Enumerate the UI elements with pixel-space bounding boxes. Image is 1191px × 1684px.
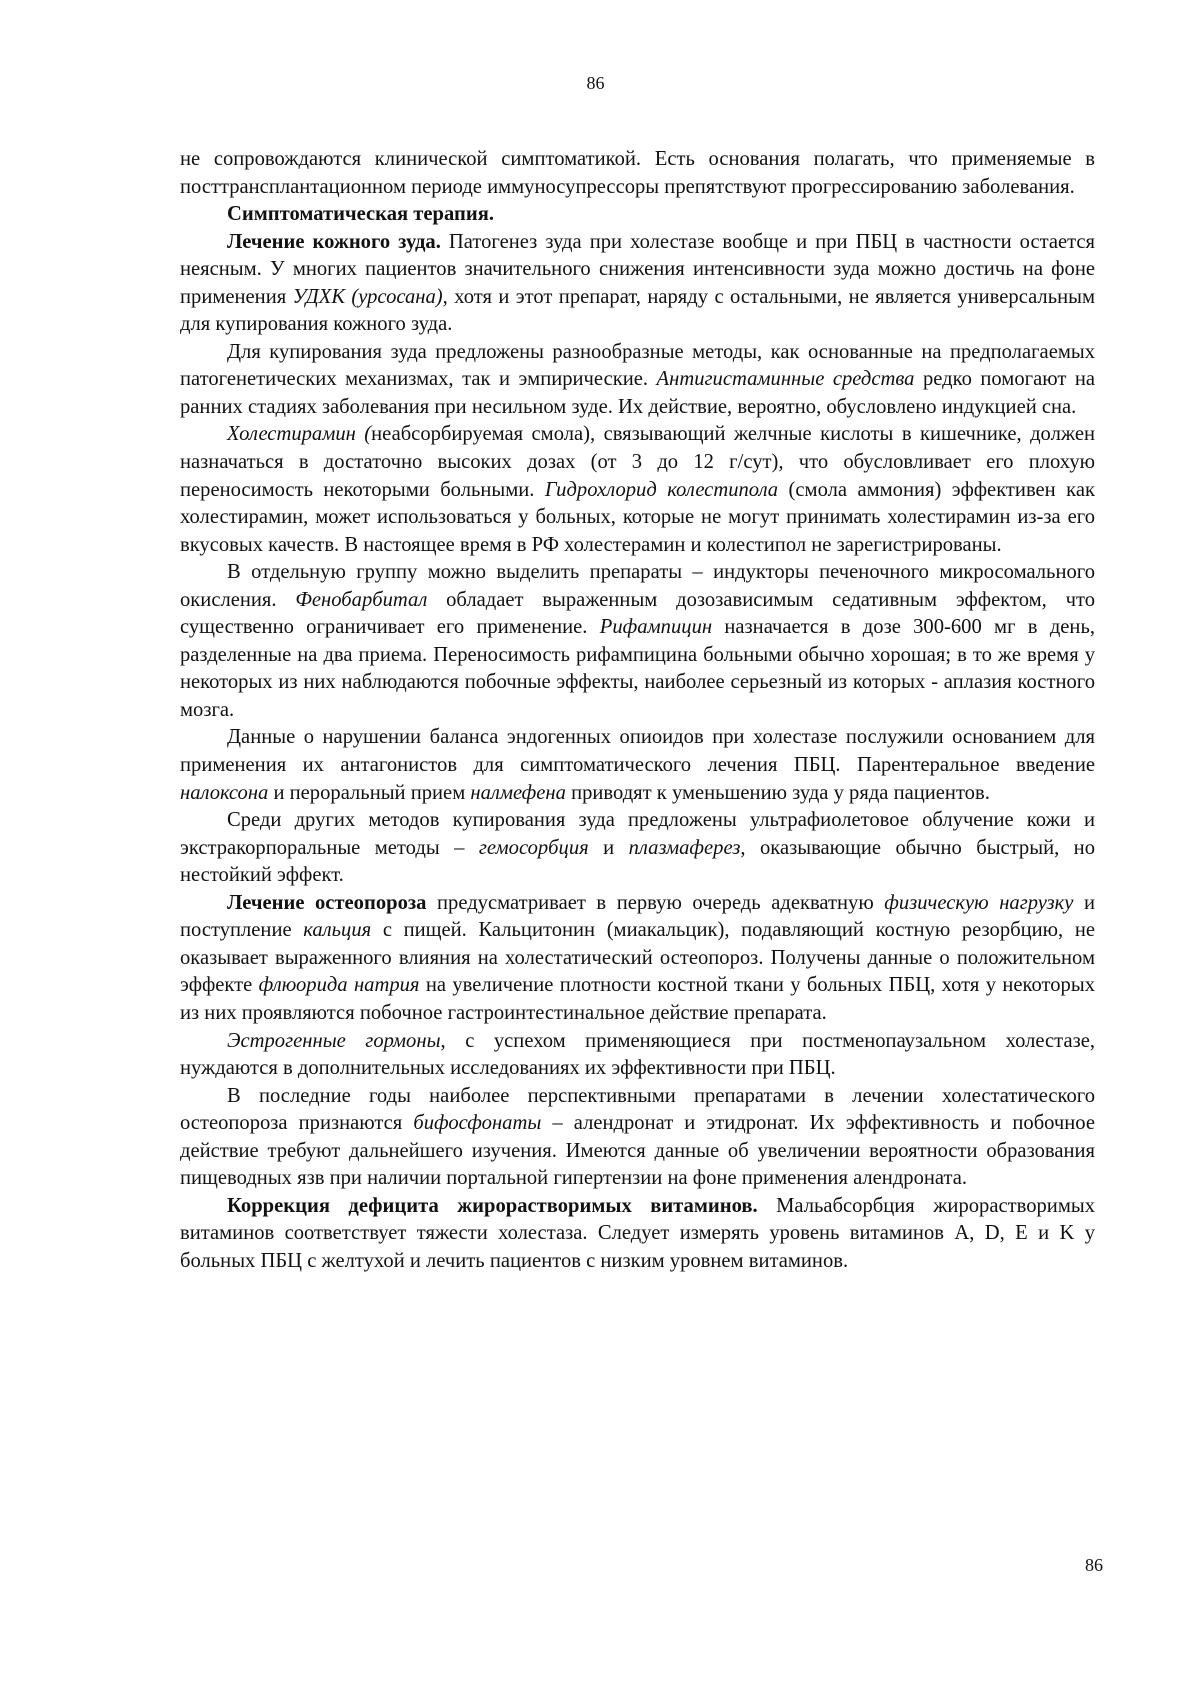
paragraph-osteoporosis	[180, 890, 1095, 1028]
text-run: и пероральный прием	[268, 781, 471, 804]
drug-name: Рифампицин	[599, 616, 713, 639]
paragraph-vitamin-deficiency	[180, 1193, 1095, 1276]
page-number-top: 86	[586, 73, 605, 93]
text-run: приводят к уменьшению зуда у ряда пациентов.	[565, 781, 990, 804]
drug-name: Эстрогенные гормоны	[227, 1029, 441, 1052]
text-run: и поступление	[180, 891, 1096, 942]
paragraph-other-methods	[180, 807, 1095, 890]
method-name: плазмаферез	[628, 836, 741, 859]
text-run: с пищей. Кальцитонин (миакальцик), подавляющий костную резорбцию, не оказывает выраженного влияния на холестатический остеопороз. Получены данные о положительном эффекте	[180, 919, 1095, 997]
text-run: (смола аммония) эффективен как холестирамин, может использоваться у больных, которые не могут принимать холестирамин из-за его вкусовых качеств. В настоящее время в РФ холестерамин и колестипол не зарегистрированы.	[180, 478, 1095, 556]
emphasis: кальция	[303, 919, 372, 942]
drug-name: Фенобарбитал	[295, 588, 428, 611]
text-run: , с успехом применяющиеся при постменопаузальном холестазе, нуждаются в дополнительных исследованиях их эффективности при ПБЦ.	[180, 1029, 1096, 1080]
subheading-osteoporosis: Лечение остеопороза	[227, 891, 427, 914]
text-run: Среди других методов купирования зуда предложены ультрафиолетовое облучение кожи и экстракорпоральные методы –	[180, 809, 1095, 859]
paragraph-bisphosphonates	[180, 1083, 1095, 1193]
subheading-vitamin-deficiency: Коррекция дефицита жирорастворимых витаминов.	[227, 1194, 758, 1217]
text-run: Патогенез зуда при холестазе вообще и при ПБЦ в частности остается неясным. У многих пациентов значительного снижения интенсивности зуда можно достичь на фоне применения	[180, 230, 1095, 308]
method-name: гемосорбция	[478, 836, 589, 859]
text-run: , оказывающие обычно быстрый, но нестойкий эффект.	[180, 836, 1095, 887]
drug-name: Гидрохлорид колестипола	[544, 478, 779, 501]
text-run: Мальабсорбция жирорастворимых витаминов соответствует тяжести холестаза. Следует измерять уровень витаминов A, D, E и K у больных ПБЦ с желтухой и лечить пациентов с низким уровнем витаминов.	[180, 1194, 1095, 1272]
text-run: Для купирования зуда предложены разнообразные методы, как основанные на предполагаемых патогенетических механизмах, так и эмпирические.	[180, 340, 1095, 391]
subheading-itch-treatment: Лечение кожного зуда.	[227, 230, 441, 253]
text-run: назначается в дозе 300-600 мг в день, разделенные на два приема. Переносимость рифампицина больными обычно хорошая; в то же время у некоторых из них наблюдаются побочные эффекты, наиболее серьезный из которых - аплазия костного мозга.	[180, 616, 1095, 721]
text-run: – алендронат и этидронат. Их эффективность и побочное действие требуют дальнейшего изучения. Имеются данные об увеличении вероятности образования пищеводных язв при наличии портальной гипертензии на фоне применения алендроната.	[180, 1112, 1095, 1190]
drug-name: налмефена	[470, 781, 566, 804]
text-run: и	[588, 836, 629, 859]
text-run: В отдельную группу можно выделить препараты – индукторы печеночного микросомального окисления.	[180, 561, 1095, 611]
text-run: , хотя и этот препарат, наряду с остальными, не является универсальным для купирования кожного зуда.	[180, 285, 1095, 336]
page-number-bottom: 86	[1085, 1555, 1103, 1575]
text-run: редко помогают на ранних стадиях заболевания при несильном зуде. Их действие, вероятно, обусловлено индукцией сна.	[180, 368, 1095, 418]
drug-name: бифосфонаты	[413, 1112, 542, 1135]
text-run: В последние годы наиболее перспективными препаратами в лечении холестатического остеопороза признаются	[180, 1084, 1095, 1135]
text-run: неабсорбируемая смола), связывающий желчные кислоты в кишечнике, должен назначаться в достаточно высоких дозах (от 3 до 12 г/сут), что обусловливает его плохую переносимость некоторыми больными.	[180, 423, 1095, 501]
text-body	[180, 146, 1095, 1275]
paragraph-opioid-antagonists	[180, 724, 1095, 807]
emphasis: физическую нагрузку	[884, 891, 1074, 914]
paragraph-itch-treatment	[180, 229, 1095, 339]
drug-name: УДХК (урсосана)	[292, 285, 443, 308]
drug-name: Антигистаминные средства	[656, 368, 915, 391]
text-run: обладает выраженным дозозависимым седативным эффектом, что существенно ограничивает его применение.	[180, 588, 1095, 639]
paragraph-continuation: не сопровождаются клинической симптоматикой. Есть основания полагать, что применяемые в посттрансплантационном периоде иммуносупрессоры препятствуют прогрессированию заболевания.	[180, 148, 1095, 198]
paragraph-microsomal-inducers	[180, 559, 1095, 724]
text-run: Данные о нарушении баланса эндогенных опиоидов при холестазе послужили основанием для применения их антагонистов для симптоматического лечения ПБЦ. Парентеральное введение	[180, 726, 1095, 777]
text-run: на увеличение плотности костной ткани у больных ПБЦ, хотя у некоторых из них проявляются побочное гастроинтестинальное действие препарата.	[180, 974, 1095, 1024]
paragraph-itch-methods	[180, 339, 1095, 422]
section-heading-symptomatic-therapy: Симптоматическая терапия.	[227, 203, 495, 226]
paragraph-cholestyramine	[180, 421, 1095, 559]
drug-name: флюорида натрия	[258, 974, 420, 997]
paragraph-estrogens	[180, 1028, 1095, 1083]
drug-name: налоксона	[180, 781, 269, 804]
drug-name: Холестирамин (	[227, 423, 372, 446]
text-run: предусматривает в первую очередь адекватную	[426, 891, 885, 914]
